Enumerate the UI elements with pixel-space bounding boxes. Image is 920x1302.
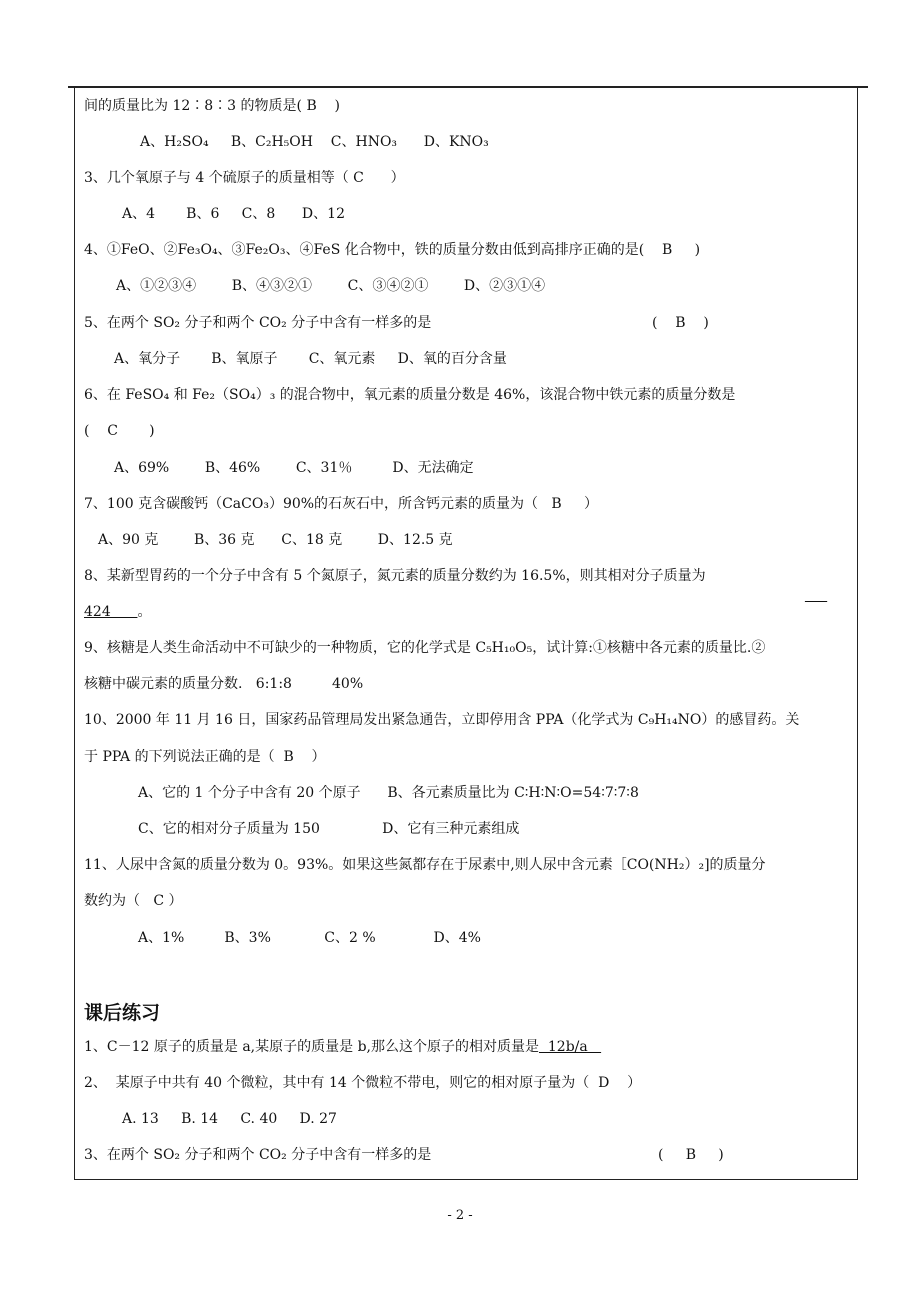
options-row-o3: A、①②③④ B、④③②① C、③④②① D、②③①④ bbox=[116, 278, 546, 294]
q8-answer: 424 。 bbox=[84, 604, 152, 620]
options-row-o4: A、氧分子 B、氧原子 C、氧元素 D、氧的百分含量 bbox=[114, 351, 507, 367]
options-row-o2: A、4 B、6 C、8 D、12 bbox=[122, 206, 345, 222]
options-row-o9: A、1% B、3% C、2 % D、4% bbox=[138, 930, 481, 946]
page-number: - 2 - bbox=[447, 1208, 473, 1223]
question-line-l22: 11、人尿中含氮的质量分数为 0。93%。如果这些氮都存在于尿素中,则人尿中含元素［CO(NH₂）₂]的质量分 bbox=[84, 857, 766, 873]
question-line-l14: 8、某新型胃药的一个分子中含有 5 个氮原子，氮元素的质量分数约为 16.5%，则其相对分子质量为 bbox=[84, 568, 706, 584]
question-line-l7: 5、在两个 SO₂ 分子和两个 CO₂ 分子中含有一样多的是 bbox=[84, 315, 432, 331]
options-row-o1: A、H₂SO₄ B、C₂H₅OH C、HNO₃ D、KNO₃ bbox=[140, 134, 489, 150]
exercise-1: 1、C－12 原子的质量是 a,某原子的质量是 b,那么这个原子的相对质量是 12b/a bbox=[84, 1039, 602, 1055]
options-row-o5: A、69% B、46% C、31％ D、无法确定 bbox=[114, 460, 474, 476]
question-line-l3: 3、几个氧原子与 4 个硫原子的质量相等（ C ） bbox=[84, 170, 405, 186]
options-row-o8: C、它的相对分子质量为 150 D、它有三种元素组成 bbox=[138, 821, 520, 837]
question-line-l27: 3、在两个 SO₂ 分子和两个 CO₂ 分子中含有一样多的是 bbox=[84, 1147, 432, 1163]
question-line-l19: 于 PPA 的下列说法正确的是（ B ） bbox=[84, 749, 326, 765]
question-line-l5: 4、①FeO、②Fe₃O₄、③Fe₂O₃、④FeS 化合物中，铁的质量分数由低到高排序正确的是( B ) bbox=[84, 242, 701, 258]
question-line-l10: ( C ) bbox=[84, 423, 155, 439]
question-line-l12: 7、100 克含碳酸钙（CaCO₃）90%的石灰石中，所含钙元素的质量为（ B ） bbox=[84, 496, 598, 512]
question-line-l25: 2、 某原子中共有 40 个微粒，其中有 14 个微粒不带电，则它的相对原子量为（ D ） bbox=[84, 1075, 642, 1091]
exercise-1-answer: 12b/a bbox=[539, 1039, 602, 1055]
question-line-l9: 6、在 FeSO₄ 和 Fe₂（SO₄）₃ 的混合物中，氧元素的质量分数是 46%，该混合物中铁元素的质量分数是 bbox=[84, 387, 736, 403]
question-line-l18: 10、2000 年 11 月 16 日，国家药品管理局发出紧急通告，立即停用含 PPA（化学式为 C₉H₁₄NO）的感冒药。关 bbox=[84, 712, 800, 728]
options-row-o10: A. 13 B. 14 C. 40 D. 27 bbox=[122, 1111, 337, 1127]
options-row-o7: A、它的 1 个分子中含有 20 个原子 B、各元素质量比为 C∶H∶N∶O=54∶7∶7∶8 bbox=[138, 785, 639, 801]
exercise-3-answer: ( B ) bbox=[658, 1147, 724, 1163]
options-row-o6: A、90 克 B、36 克 C、18 克 D、12.5 克 bbox=[98, 532, 453, 548]
question-line-l1: 间的质量比为 12∶8∶3 的物质是( B ) bbox=[84, 98, 340, 114]
q8-answer-blank bbox=[796, 566, 827, 606]
question-line-l17: 核糖中碳元素的质量分数. 6:1:8 40% bbox=[84, 676, 364, 692]
question-line-l23: 数约为（ C ） bbox=[84, 893, 183, 909]
question-line-l16: 9、核糖是人类生命活动中不可缺少的一种物质，它的化学式是 C₅H₁₀O₅，试计算:①核糖中各元素的质量比.② bbox=[84, 640, 766, 656]
section-title: 课后练习 bbox=[84, 1002, 161, 1024]
q5-answer: ( B ) bbox=[652, 315, 709, 331]
